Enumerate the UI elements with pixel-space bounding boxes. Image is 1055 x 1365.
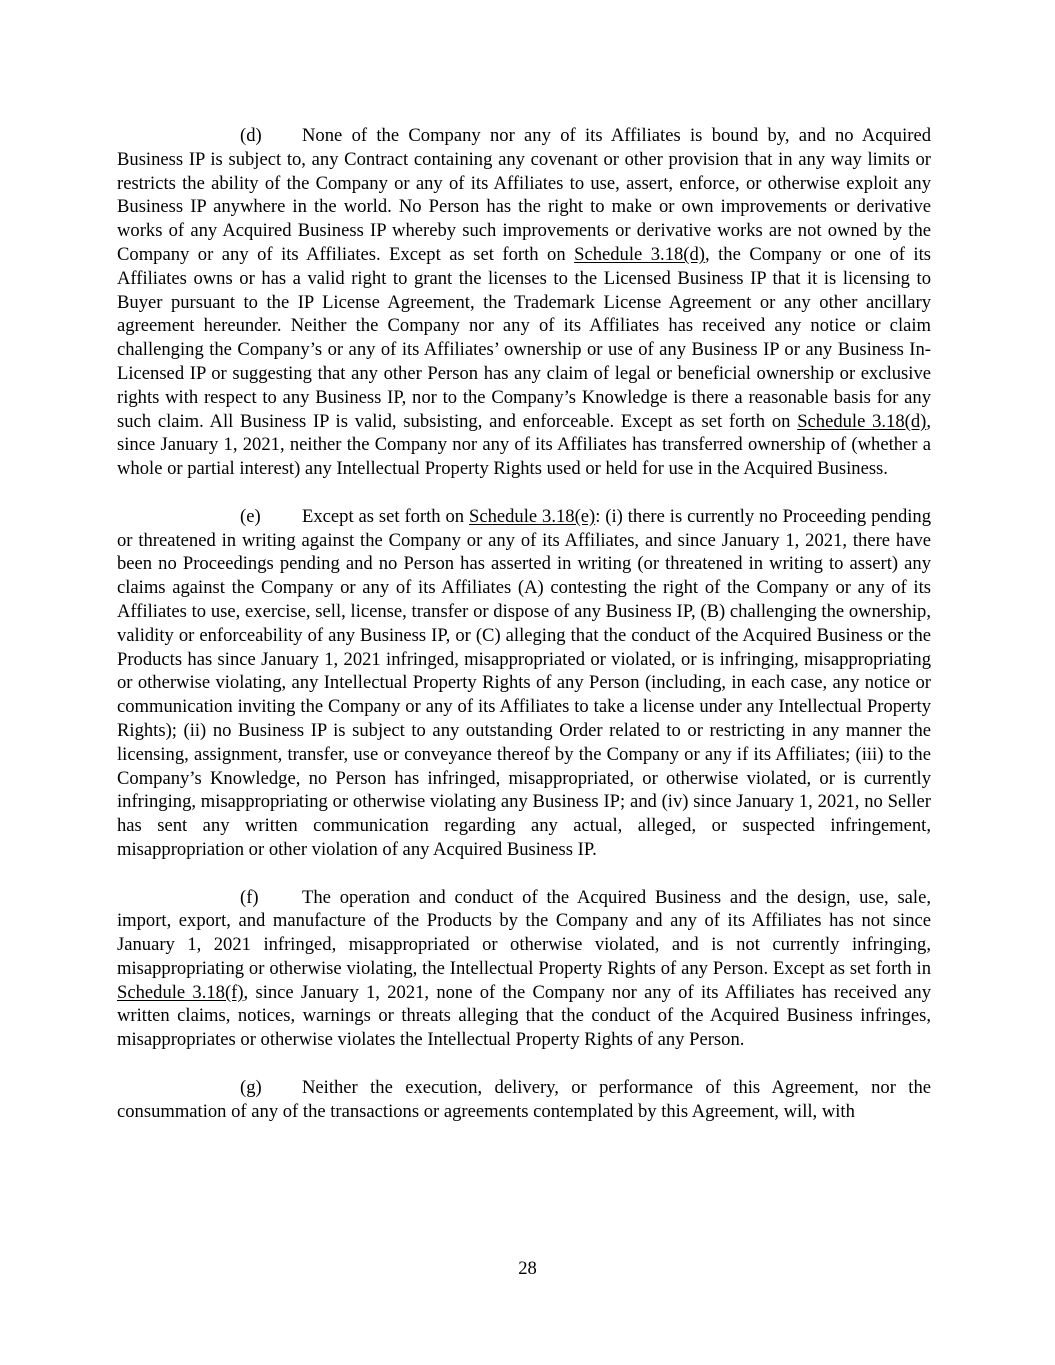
paragraph-marker: (e) (240, 505, 261, 527)
paragraph-text: , since January 1, 2021, none of the Company nor any of its Affiliates has received any written claims, notices, warnings or threats alleging that the conduct of the Acquired Business infringes, misappropriates or otherwise violates the Intellectual Property Rights of any Person. (117, 981, 932, 1051)
schedule-reference: Schedule 3.18(e) (468, 505, 596, 527)
paragraph-text: , the Company or one of its Affiliates owns or has a valid right to grant the licenses to the Licensed Business IP that it is licensing to Buyer pursuant to the IP License Agreement, the Trademark License Agreement or any other ancillary agreement hereunder. Neither the Company nor any of its Affiliates has received any notice or claim challenging the Company’s or any of its Affiliates’ ownership or use of any Business IP or any Business In-Licensed IP or suggesting that any other Person has any claim of legal or beneficial ownership or exclusive rights with respect to any Business IP, nor to the Company’s Knowledge is there a reasonable basis for any such claim. All Business IP is valid, subsisting, and enforceable. Except as set forth on (117, 243, 931, 432)
paragraph-g (117, 1076, 931, 1124)
paragraph-text: , since January 1, 2021, neither the Company nor any of its Affiliates has transferred ownership of (whether a whole or partial interest) any Intellectual Property Rights used or held for use in the Acquired Business. (117, 410, 931, 480)
page-number: 28 (518, 1258, 537, 1279)
schedule-reference: Schedule 3.18(f) (117, 981, 244, 1003)
document-body (117, 124, 931, 1123)
paragraph-text: : (i) there is currently no Proceeding pending or threatened in writing against the Company or any of its Affiliates, and since January 1, 2021, there have been no Proceedings pending and no Person has asserted in writing (or threatened in writing to assert) any claims against the Company or any of its Affiliates (A) contesting the right of the Company or any of its Affiliates to use, exercise, sell, license, transfer or dispose of any Business IP, (B) challenging the ownership, validity or enforceability of any Business IP, or (C) alleging that the conduct of the Acquired Business or the Products has since January 1, 2021 infringed, misappropriated or violated, or is infringing, misappropriating or otherwise violating, any Intellectual Property Rights of any Person (including, in each case, any notice or communication inviting the Company or any of its Affiliates to take a license under any Intellectual Property Rights); (ii) no Business IP is subject to any outstanding Order related to or restricting in any manner the licensing, assignment, transfer, use or conveyance thereof by the Company or any if its Affiliates; (iii) to the Company’s Knowledge, no Person has infringed, misappropriated, or otherwise violated, or is currently infringing, misappropriating or otherwise violating any Business IP; and (iv) since January 1, 2021, no Seller has sent any written communication regarding any actual, alleged, or suspected infringement, misappropriation or other violation of any Acquired Business IP. (117, 505, 932, 860)
paragraph-text: Except as set forth on (302, 505, 469, 527)
paragraph-marker: (g) (240, 1076, 262, 1098)
paragraph-text: The operation and conduct of the Acquired Business and the design, use, sale, import, export, and manufacture of the Products by the Company and any of its Affiliates has not since January 1, 2021 infringed, misappropriated or otherwise violated, and is not currently infringing, misappropriating or otherwise violating, the Intellectual Property Rights of any Person. Except as set forth in (117, 886, 931, 979)
schedule-reference: Schedule 3.18(d) (574, 243, 705, 265)
paragraph-text: Neither the execution, delivery, or performance of this Agreement, nor the consummation of any of the transactions or agreements contemplated by this Agreement, will, with (117, 1076, 931, 1122)
paragraph-e (117, 505, 931, 862)
paragraph-text: None of the Company nor any of its Affiliates is bound by, and no Acquired Business IP is subject to, any Contract containing any covenant or other provision that in any way limits or restricts the ability of the Company or any of its Affiliates to use, assert, enforce, or otherwise exploit any Business IP anywhere in the world. No Person has the right to make or own improvements or derivative works of any Acquired Business IP whereby such improvements or derivative works are not owned by the Company or any of its Affiliates. Except as set forth on (117, 125, 931, 265)
schedule-reference: Schedule 3.18(d) (797, 410, 927, 432)
paragraph-f (117, 886, 931, 1053)
paragraph-marker: (d) (240, 125, 262, 146)
paragraph-marker: (f) (240, 886, 259, 908)
paragraph-d (117, 124, 931, 481)
